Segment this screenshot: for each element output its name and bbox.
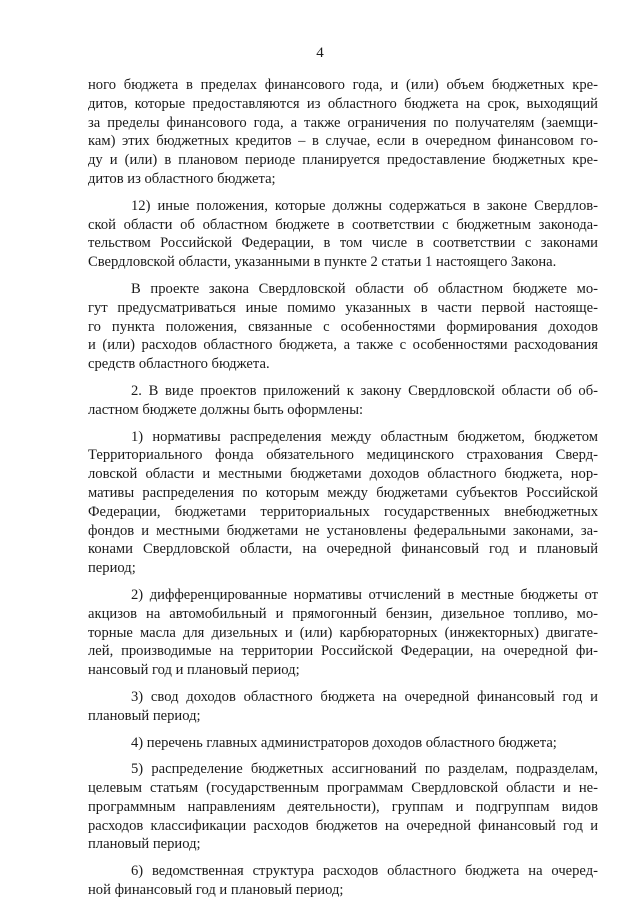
text-line: целевым статьям (государственным программам Свердловской области и не- (88, 780, 598, 797)
text-line: 3) свод доходов областного бюджета на очередной финансовый год и (131, 688, 598, 705)
text-line: ной финансовый год и плановый период; (88, 882, 344, 899)
text-line: конами Свердловской области, на очередной финансовый год и плановый (88, 541, 598, 558)
text-line: 6) ведомственная структура расходов областного бюджета на очеред- (131, 863, 598, 880)
text-line: 2) дифференцированные нормативы отчислений в местные бюджеты от (131, 586, 598, 603)
paragraph-section-2 (88, 382, 598, 420)
paragraph-item-3 (88, 688, 598, 726)
text-line: Территориального фонда обязательного медицинского страхования Сверд- (88, 447, 598, 464)
text-line: В проекте закона Свердловской области об областном бюджете мо- (131, 280, 598, 297)
text-line: 1) нормативы распределения между областным бюджетом, бюджетом (131, 428, 598, 445)
text-line: 12) иные положения, которые должны содержаться в законе Свердлов- (131, 197, 598, 214)
paragraph-other-provisions (88, 280, 598, 374)
paragraph-item-5 (88, 760, 598, 854)
paragraph-item-6 (88, 862, 598, 900)
text-line: го пункта положения, связанные с особенностями формирования доходов (88, 318, 598, 335)
text-line: торные масла для дизельных и (или) карбюраторных (инжекторных) двигате- (88, 624, 598, 641)
text-line: программным направлениям деятельности), группам и подгруппам видов (88, 798, 598, 815)
text-line: нансовый год и плановый период; (88, 662, 300, 679)
text-line: лей, производимые на территории Российской Федерации, на очередной фи- (88, 643, 598, 660)
text-line: плановый период; (88, 707, 201, 724)
text-line: кам) этих бюджетных кредитов – в случае, если в очередном финансовом го- (88, 133, 598, 150)
text-line: дитов из областного бюджета; (88, 170, 276, 187)
paragraph-item-2 (88, 586, 598, 680)
paragraph-item-4 (88, 734, 598, 753)
text-line: за пределы финансового года, а также ограничения по получателям (заемщи- (88, 114, 598, 131)
text-line: фондов и местными бюджетами не установлены федеральными законами, за- (88, 522, 598, 539)
text-line: период; (88, 560, 136, 577)
text-line: плановый период; (88, 836, 201, 853)
page-number: 4 (316, 45, 324, 61)
text-line: ловской области и местными бюджетами доходов областного бюджета, нор- (88, 466, 598, 483)
text-line: дитов, которые предоставляются из областного бюджета на срок, выходящий (88, 95, 598, 112)
text-line: гут предусматриваться иные помимо указанных в части первой настояще- (88, 299, 598, 316)
text-line: ластном бюджете должны быть оформлены: (88, 401, 364, 418)
text-line: средств областного бюджета. (88, 356, 270, 373)
text-line: Федерации, бюджетами территориальных государственных внебюджетных (88, 503, 598, 520)
text-line: ской области об областном бюджете в соответствии с бюджетным законода- (88, 216, 598, 233)
text-line: ду и (или) в плановом периоде планируется предоставление бюджетных кре- (88, 152, 598, 169)
text-line: тельством Российской Федерации, в том числе в соответствии с законами (88, 235, 598, 252)
text-line: 4) перечень главных администраторов доходов областного бюджета; (131, 734, 557, 751)
paragraph-item-1 (88, 428, 598, 578)
text-line: акцизов на автомобильный и прямогонный бензин, дизельное топливо, мо- (88, 605, 598, 622)
text-line: Свердловской области, указанными в пункте 2 статьи 1 настоящего Закона. (88, 254, 557, 271)
paragraph-budget-credits (88, 76, 598, 189)
text-line: 5) распределение бюджетных ассигнований по разделам, подразделам, (131, 761, 598, 778)
text-line: мативы распределения по которым между бюджетами субъектов Российской (88, 484, 598, 501)
document-body (88, 76, 598, 908)
text-line: ного бюджета в пределах финансового года, и (или) объем бюджетных кре- (88, 77, 598, 93)
text-line: 2. В виде проектов приложений к закону Свердловской области об об- (131, 382, 598, 399)
paragraph-item-12 (88, 197, 598, 272)
text-line: расходов классификации расходов бюджетов на очередной финансовый год и (88, 817, 598, 834)
text-line: и (или) расходов областного бюджета, а также с особенностями расходования (88, 337, 598, 354)
